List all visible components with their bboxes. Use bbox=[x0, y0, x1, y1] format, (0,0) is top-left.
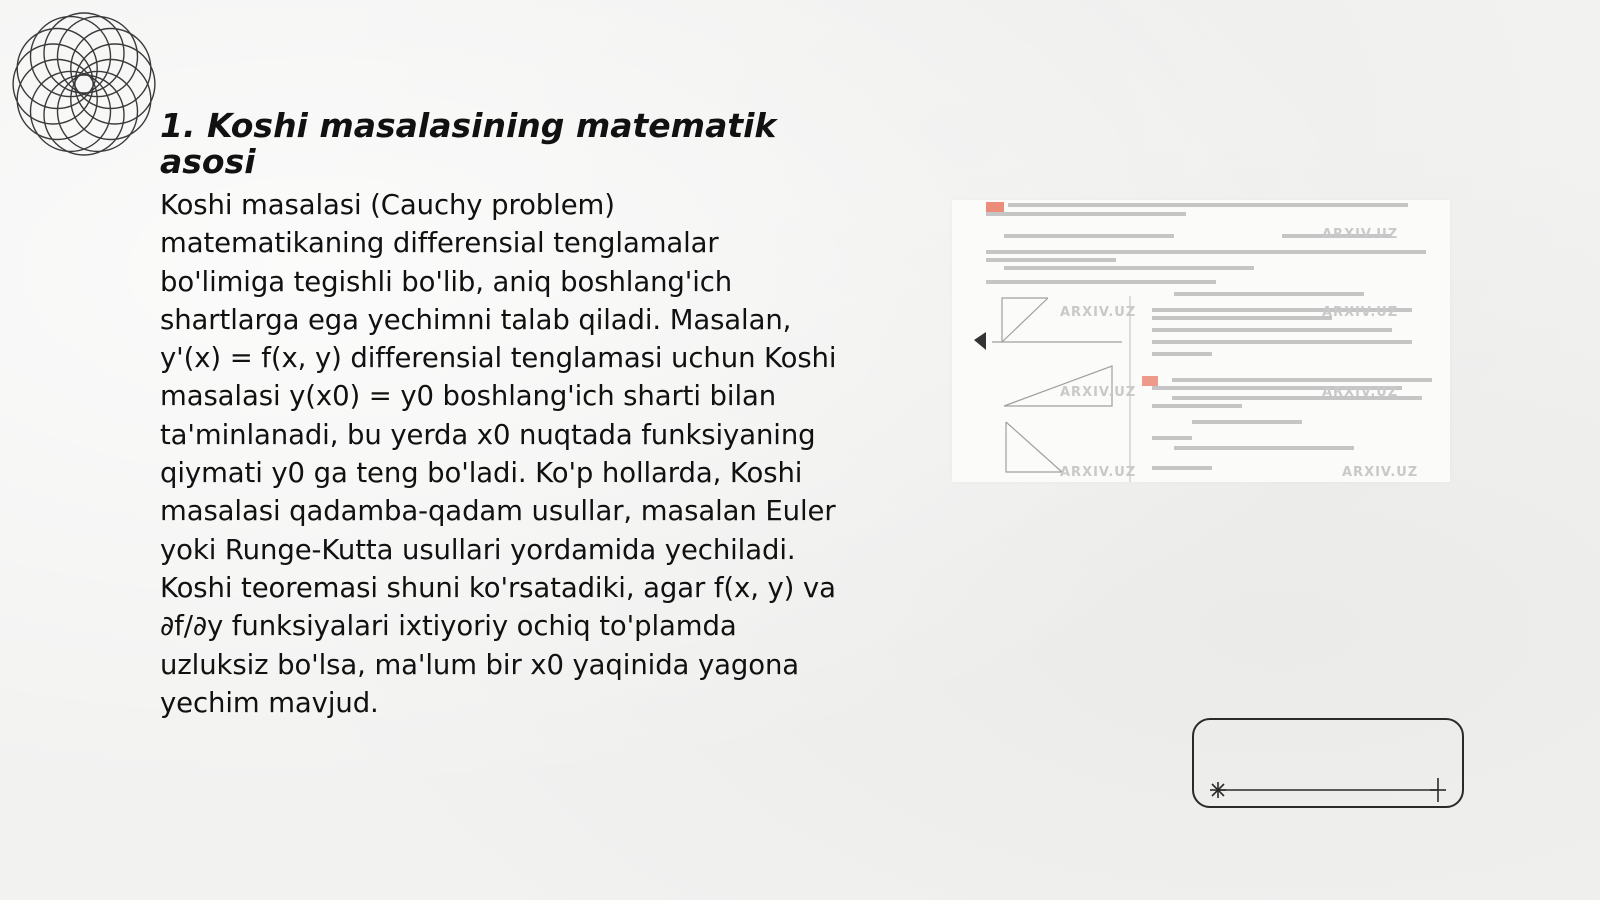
svg-text:ARXIV.UZ: ARXIV.UZ bbox=[1342, 465, 1419, 480]
slide-body-text: Koshi masalasi (Cauchy problem) matematikaning differensial tenglamalar bo'limiga tegishli bo'lib, aniq boshlang'ich shartlarga ega yechimni talab qiladi. Masalan, y'(x) = f(x, y) differensial tenglamasi uchun Koshi masalasi y(x0) = y0 boshlang'ich sharti bilan ta'minlanadi, bu yerda x0 nuqtada funksiyaning qiymati y0 ga teng bo'ladi. Ko'p hollarda, Koshi masalasi qadamba-qadam usullar, masalan Euler yoki Runge-Kutta usullari yordamida yechiladi. Koshi teoremasi shuni ko'rsatadiki, agar f(x, y) va ∂f/∂y funksiyalari ixtiyoriy ochiq to'plamda uzluksiz bo'lsa, ma'lum bir x0 yaqinida yagona yechim mavjud. bbox=[160, 189, 837, 719]
plus-icon bbox=[1430, 778, 1446, 802]
circle-rosette-icon bbox=[10, 10, 158, 158]
svg-text:ARXIV.UZ: ARXIV.UZ bbox=[1060, 305, 1137, 320]
svg-text:ARXIV.UZ: ARXIV.UZ bbox=[1322, 227, 1399, 242]
svg-text:ARXIV.UZ: ARXIV.UZ bbox=[1322, 385, 1399, 400]
svg-text:ARXIV.UZ: ARXIV.UZ bbox=[1060, 465, 1137, 480]
textbook-scan-image bbox=[952, 200, 1450, 482]
decorative-rounded-frame bbox=[1192, 718, 1464, 808]
sparkle-icon bbox=[1210, 782, 1226, 798]
slide-title: 1. Koshi masalasining matematik asosi bbox=[160, 106, 777, 181]
svg-text:ARXIV.UZ: ARXIV.UZ bbox=[1322, 305, 1399, 320]
svg-text:ARXIV.UZ: ARXIV.UZ bbox=[1060, 385, 1137, 400]
